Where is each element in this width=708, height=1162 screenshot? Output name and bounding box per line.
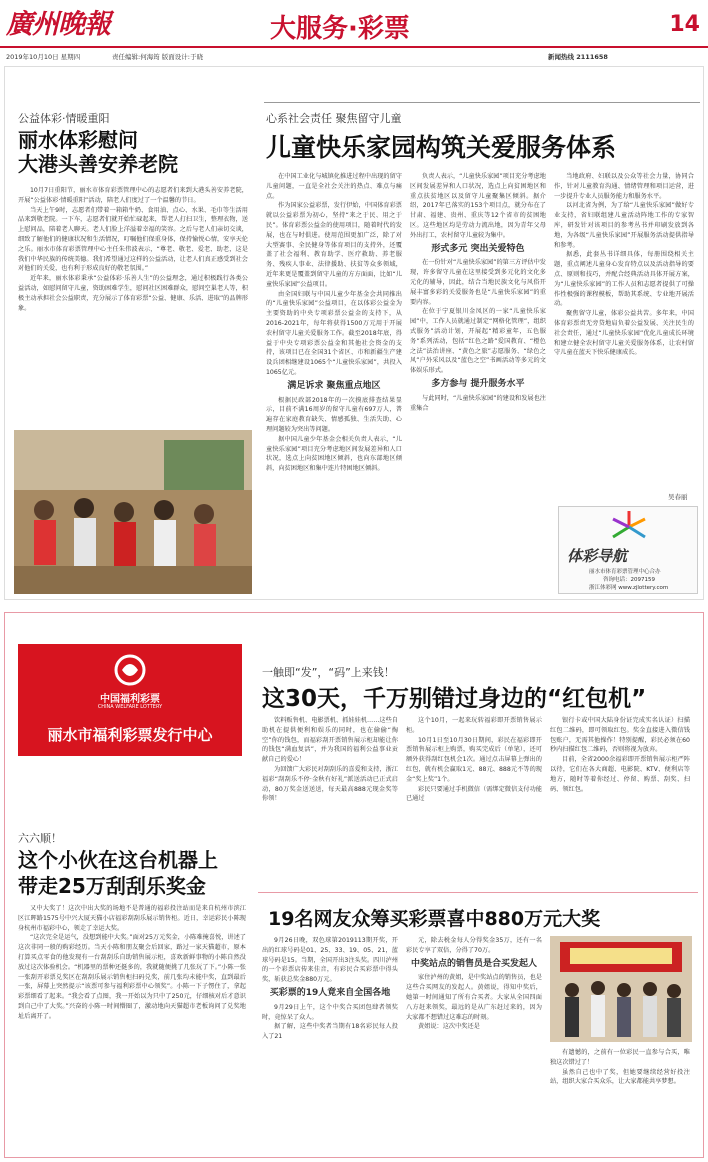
article4-kicker: 六六顺！ [18, 832, 62, 845]
paragraph: 有遗憾的，之前有一位彩民一直参与合买，唯独这次错过了！ [550, 1049, 690, 1066]
paragraph: 元，除去税金每人分得奖金35万，还有一名彩民专享了双倍，分得了70万。 [406, 937, 542, 954]
fucai-brand-en: CHINA WELFARE LOTTERY [97, 704, 163, 710]
article5-col1 [262, 936, 398, 1152]
article3-col1 [262, 716, 398, 882]
tiyu-ad-logo: 体彩导航 [567, 547, 628, 565]
article2-col2 [410, 172, 546, 592]
paragraph: 9月26日晚，双色球第2019113期开奖，开出的红球号码是01、25、33、19、05、21，蓝球号码是15。当期，全国开出3注头奖。四川泸州的一个彩票店传来佳音，有彩民合买彩票中得头奖，斩获总奖金880万元。 [262, 937, 398, 984]
paragraph: 据了解，这些中奖者当期有18名彩民每人投入了21 [262, 1023, 398, 1041]
article2-subhead-2: 形式多元 突出关爱特色 [431, 243, 525, 254]
article2-title: 儿童快乐家园构筑关爱服务体系 [266, 133, 617, 162]
fucai-brand-cn: 中国福利彩票 [100, 694, 160, 705]
paragraph: 与此同时，“儿童快乐家园”的建设和发展也注重集合 [410, 394, 546, 412]
article2-byline: 吴春丽 [668, 493, 688, 501]
article1-kicker: 公益体彩·情暖重阳 [18, 112, 110, 125]
paragraph: 为回馈广大彩民对刮刮乐的喜爱和支持，浙江福彩“刮刮乐不停·金秋有好礼”派送活动已正式启动，80万奖金送送送，每天最高888元现金奖等你领！ [262, 765, 398, 803]
paragraph: 由全国妇联与中国儿童少年基金会共同推出的“儿童快乐家园”公益项目，在以体彩公益金为主要资助的中央专项彩票公益金的支持下，从2016-2021年，每年将获得1500万元用于开展农村留守儿童关爱服务工作。截至2018年底，得益于中央专项彩票公益金和其他社会资金的支持，该项目已在全国31个省区、市和新疆生产建设兵团相继建设1065个“儿童快乐家园”，共投入1065亿元。 [266, 290, 402, 376]
date-line: 2019年10月10日 星期四 [6, 53, 81, 61]
paragraph: 当天上午9时，志愿者们带着一箱箱牛奶、食用油、点心、水果、毛巾等生活用品来到敬老院。一下车，志愿者们就开始忙碌起来，帮老人打扫卫生，整理衣物，送上慰问品，陪着老人聊天。老人们脸上洋溢着幸福的笑容。之后与老人们亲切交谈，细致了解他们的健康状况和生活情况，叮嘱他们保重身体，保持愉悦心情，安享天伦之乐。丽水市体育彩票管理中心主任朱伟波表示，“尊老、敬老、爱老、助老，这是我们中华民族的传统美德。我们希望通过这样的公益活动，让老人们真正感受到社会对他们的关爱，也有利于形成良好的敬老氛围。” [18, 206, 248, 273]
paragraph: 当地政府、妇联以及公众等社会力量，协同合作，针对儿童教育沟通、情绪管理和项目运营，进一步提升专业人员服务能力和服务水平。 [554, 173, 694, 200]
page-number: 14 [669, 12, 700, 37]
tiyu-ad-line: 浙江体彩网 www.zjlottery.com [589, 585, 669, 591]
article4-body [18, 904, 246, 1152]
paragraph: 虽然自己也中了奖，但她要继续经营好投注站，组织大家合买众乐，让大家都能共享梦想。 [550, 1068, 690, 1086]
article1-title-line2: 大港头善安养老院 [18, 152, 178, 176]
newspaper-logo: 廣州晚報 [6, 9, 110, 40]
paragraph: 作为国家公益彩票，发行伊始，中国体育彩票就以公益彩票为初心，坚持“来之于民、用之于民”。体育彩票公益金的使用项目，随着时代的发展，也在与时俱进。使用范围更加广泛，除了对大型赛事、全民健身等体育项目的支持外，还覆盖了社会福利、教育助学、医疗救助、养老服务、残疾人事业、法律援助、扶贫等众多领域，近年来更是覆盖到留守儿童的方方面面，比如“儿童快乐家园”公益项目。 [266, 202, 402, 288]
paragraph: “这次完全是运气，没想到能中大奖。”面对25万元奖金，小陈难掩喜悦，讲述了这次非同一般的购彩经历。当天小陈和朋友聚会后回家，路过一家天猫超市，原本打算买点零食的他发现有一台刮刮乐自助销售展示柜，喜欢新鲜事物的小陈自然没放过这次体验机会。“机器里的票种还挺多的，我就随便挑了几张玩了下。”小陈一张一张刮开彩票兑奖区在刮刮乐展示销售柜扫码兑奖，前几张均未能中奖，直到最后一张，屏幕上突然提示“该票可参与福利彩票中心领奖”。小陈一下子愣住了，拿起彩票细看了起来。“我会看了点图，我一开始以为只中了250元，仔细核对后才意识到自己中了大奖。”兴奋的小陈一时间懵圈了，激动地向天猫超市老板询问了兑奖地址后离开了。 [18, 934, 246, 1020]
article5-top-rule [258, 892, 698, 893]
article1-body [18, 186, 248, 424]
paragraph: 在中国工业化与城镇化推进过程中出现的留守儿童问题，一直是全社会关注的热点、难点与痛点。 [266, 173, 402, 200]
article2-subhead-1: 满足诉求 聚焦重点地区 [287, 380, 381, 391]
paragraph: 又中大奖了！这次中出大奖的场地不是普通的福彩投注站而是来自杭州市滨江区江晖路1575号中兴大厦天猫小店福彩刮刮乐展示销售柜。近日，幸运彩民小陈现身杭州市福彩中心，领走了幸运大奖。 [18, 905, 246, 932]
editor-line: 责任编辑:何海筠 版面设计:于晓 [112, 53, 203, 61]
winners-photo-illustration [550, 936, 692, 1042]
hotline: 新闻热线 2111658 [548, 53, 608, 61]
tiyu-ad-box [558, 506, 698, 594]
masthead-rule [0, 46, 708, 48]
tiyu-ad-line: 丽水市体育彩票管理中心合办 [589, 569, 661, 575]
paragraph: 负责人表示，“儿童快乐家园”项目充分考虑地区间发展差异和人口状况，选点上向贫困地区和重点扶贫地区以及留守儿童聚集区倾斜。据介绍，2017年已落实的153个项目点，就分布在了甘肃、福建、贵州、重庆等12个省市的贫困地区。这些地区均是劳动力流出地，因为青年父母外出打工，农村留守儿童较为集中。 [410, 173, 546, 239]
paragraph: 据悉，此套丛书详细具体，每册围绕相关主题，重点阐述儿童身心发育特点以及活动指导的要点、原则和技巧，并配合经典活动具体开展方案，为“儿童快乐家园”的工作人员和志愿者提供了可操作性极强的课程模板，帮助其系统、专业地开展活动。 [554, 251, 694, 308]
paragraph: 根据民政部2018年的一次摸底排查结果显示，目前不满16周岁的留守儿童有697万人，普遍存在家庭教育缺失、情感孤独、生活失助、心理问题较为突出等问题。 [266, 396, 402, 433]
section-title: 大服务·彩票 [270, 14, 410, 44]
article3-kicker: 一触即“发”，“码”上来钱！ [262, 666, 395, 679]
article3-title: 这30天，千万别错过身边的“红包机” [262, 686, 647, 712]
fucai-logo-block [18, 644, 242, 756]
fucai-center-name: 丽水市福利彩票发行中心 [47, 726, 213, 744]
paragraph: 黄姐说：这次中奖还是 [418, 1023, 480, 1031]
paragraph: 这个10月，一起来玩转福彩即开票销售展示柜。 [406, 717, 542, 734]
article3-col2 [406, 716, 542, 882]
paragraph: 9月29日上午，这个中奖合买团包肆者领奖时，竟惊呆了众人。 [262, 1003, 398, 1021]
paragraph: 近年来，丽水体彩秉承“公益体彩·乐善人生”的公益理念，通过积极践行各类公益活动，如慰问留守儿童，资助困难学生，慰问社区困难群众，慰问空巢老人等，积极主动承担社会公益职责，充分展示了体育彩票“公益、健康、乐活、进取”的品牌形象。 [18, 275, 248, 312]
volunteers-photo-illustration [14, 430, 252, 594]
paragraph: 聚焦留守儿童，体彩公益共苦。多年来，中国体育彩票责无旁贷地肩负着公益发展、关注民生的社会责任，通过“儿童快乐家园”优化儿童成长环境和建立健全农村留守儿童关爱服务体系，让农村留守儿童在蓝天下快乐健康成长。 [554, 310, 694, 357]
article5-col2 [406, 936, 542, 1152]
paragraph: 据中国儿童少年基金会相关负责人表示，“儿童快乐家园”项目充分考虑地区间发展差异和人口状况，选点上向贫困地区倾斜，也向东部地区倾斜，向贫困地区和集中连片特困地区倾斜。 [266, 435, 402, 473]
article2-col1 [266, 172, 402, 592]
article2-kicker: 心系社会责任 聚焦留守儿童 [266, 112, 402, 125]
star-burst-icon [609, 509, 649, 545]
article4-title-line1: 这个小伙在这台机器上 [18, 848, 218, 872]
paragraph: 目前，全省2000余福彩即开票销售展示柜严阵以待，它们在各大商超、电影院、KTV、便利店等地方，随时等着你经过、停留、购票、刮奖、扫码、领红包。 [550, 756, 690, 793]
article2-col3 [554, 172, 694, 502]
paragraph: 以河北省为例，为了给“儿童快乐家园”做好专业支持，省妇联组建儿童活动阵地工作的专家智库，研发针对该项目的参考丛书并印刷发放到各地，为各级“儿童快乐家园”开展服务活动提供指导和参考。 [554, 202, 694, 249]
article5-subhead-1: 买彩票的19人竟来自全国各地 [269, 987, 391, 998]
article3-col3 [550, 716, 690, 882]
paragraph: 在位于宁夏银川金凤区的一家“儿童快乐家园”中，工作人员就通过制定“网格化管理”，组织式服务”活动计划，开展起“精彩童年，五色服务”系列活动，包括“红色之路”爱国教育、“橙色之法”法治讲座、“黄色之旅”志愿服务、“绿色之风”户外采风以及“蓝色之空”书画活动等多元的文体娱乐形式。 [410, 308, 546, 375]
article2-top-rule [264, 102, 700, 103]
article5-subhead-2: 中奖站点的销售员是合买发起人 [410, 958, 537, 969]
paragraph: 10月7日重阳节，丽水市体育彩票管理中心的志愿者们来到大港头善安养老院，开展“公益体彩·情暖重阳”活动，陪老人们度过了一个温馨的节日。 [18, 187, 248, 204]
article5-title: 19名网友众筹买彩票喜中880万元大奖 [268, 908, 601, 930]
paragraph: 银行卡或中国大陆身份证完成实名认证）扫描红包二维码，即可领取红包。奖金直接进入微信钱包账户，无需其他操作！特别提醒，彩民必须在60秒内扫描红包二维码，否则将视为放弃。 [550, 717, 690, 754]
volunteers-photo [14, 430, 252, 594]
article1-title-line1: 丽水体彩慰问 [18, 128, 138, 152]
welfare-lottery-logo-icon [110, 652, 150, 688]
article4-title-line2: 带走25万刮刮乐奖金 [18, 874, 206, 898]
paragraph: 在一份针对“儿童快乐家园”的第三方评估中发现，许多留守儿童在这里接受到多元化的文化多元化的辅导，因此，结合当地民族文化与风俗开展丰富多彩的关爱服务也是“儿童快乐家园”的重要内容。 [410, 259, 546, 306]
paragraph: 彩民只要通过手机微信（需绑定微信支付功能已通过 [406, 785, 542, 803]
paragraph: 饮料贩售机、电影票机、抓娃娃机……这些自助机在提供便利和娱乐的同时，也在偷偷“掏空”你的钱包，而福彩刮开票销售展示柜却能让你的钱包“满血复活”，并为我国的福利公益事业贡献自己的爱心！ [262, 717, 398, 764]
paragraph: 10月1日至10月30日期间，彩民在福彩即开票销售展示柜上购票，购买完成后（单笔），还可额外获得刮红包机会1次。通过点击屏幕上弹出的红包，就有机会赢取1元、88元、888元不等的现金“奖上奖”1个。 [406, 736, 542, 783]
article5-col3 [550, 1048, 690, 1152]
winners-photo [550, 936, 692, 1042]
paragraph: 家住泸州的黄姐，是中奖站点的销售员，也是这些合买网友的发起人。黄姐说，得知中奖后，她第一时间通知了所有合买者。大家从全国四面八方赶来领奖，最远的是从广东赶过来的，因为大家都不想错过这难忘的时刻。 [406, 974, 542, 1021]
tiyu-ad-line: 咨询电话：2097159 [603, 577, 655, 583]
article2-subhead-3: 多方参与 提升服务水平 [431, 378, 525, 389]
